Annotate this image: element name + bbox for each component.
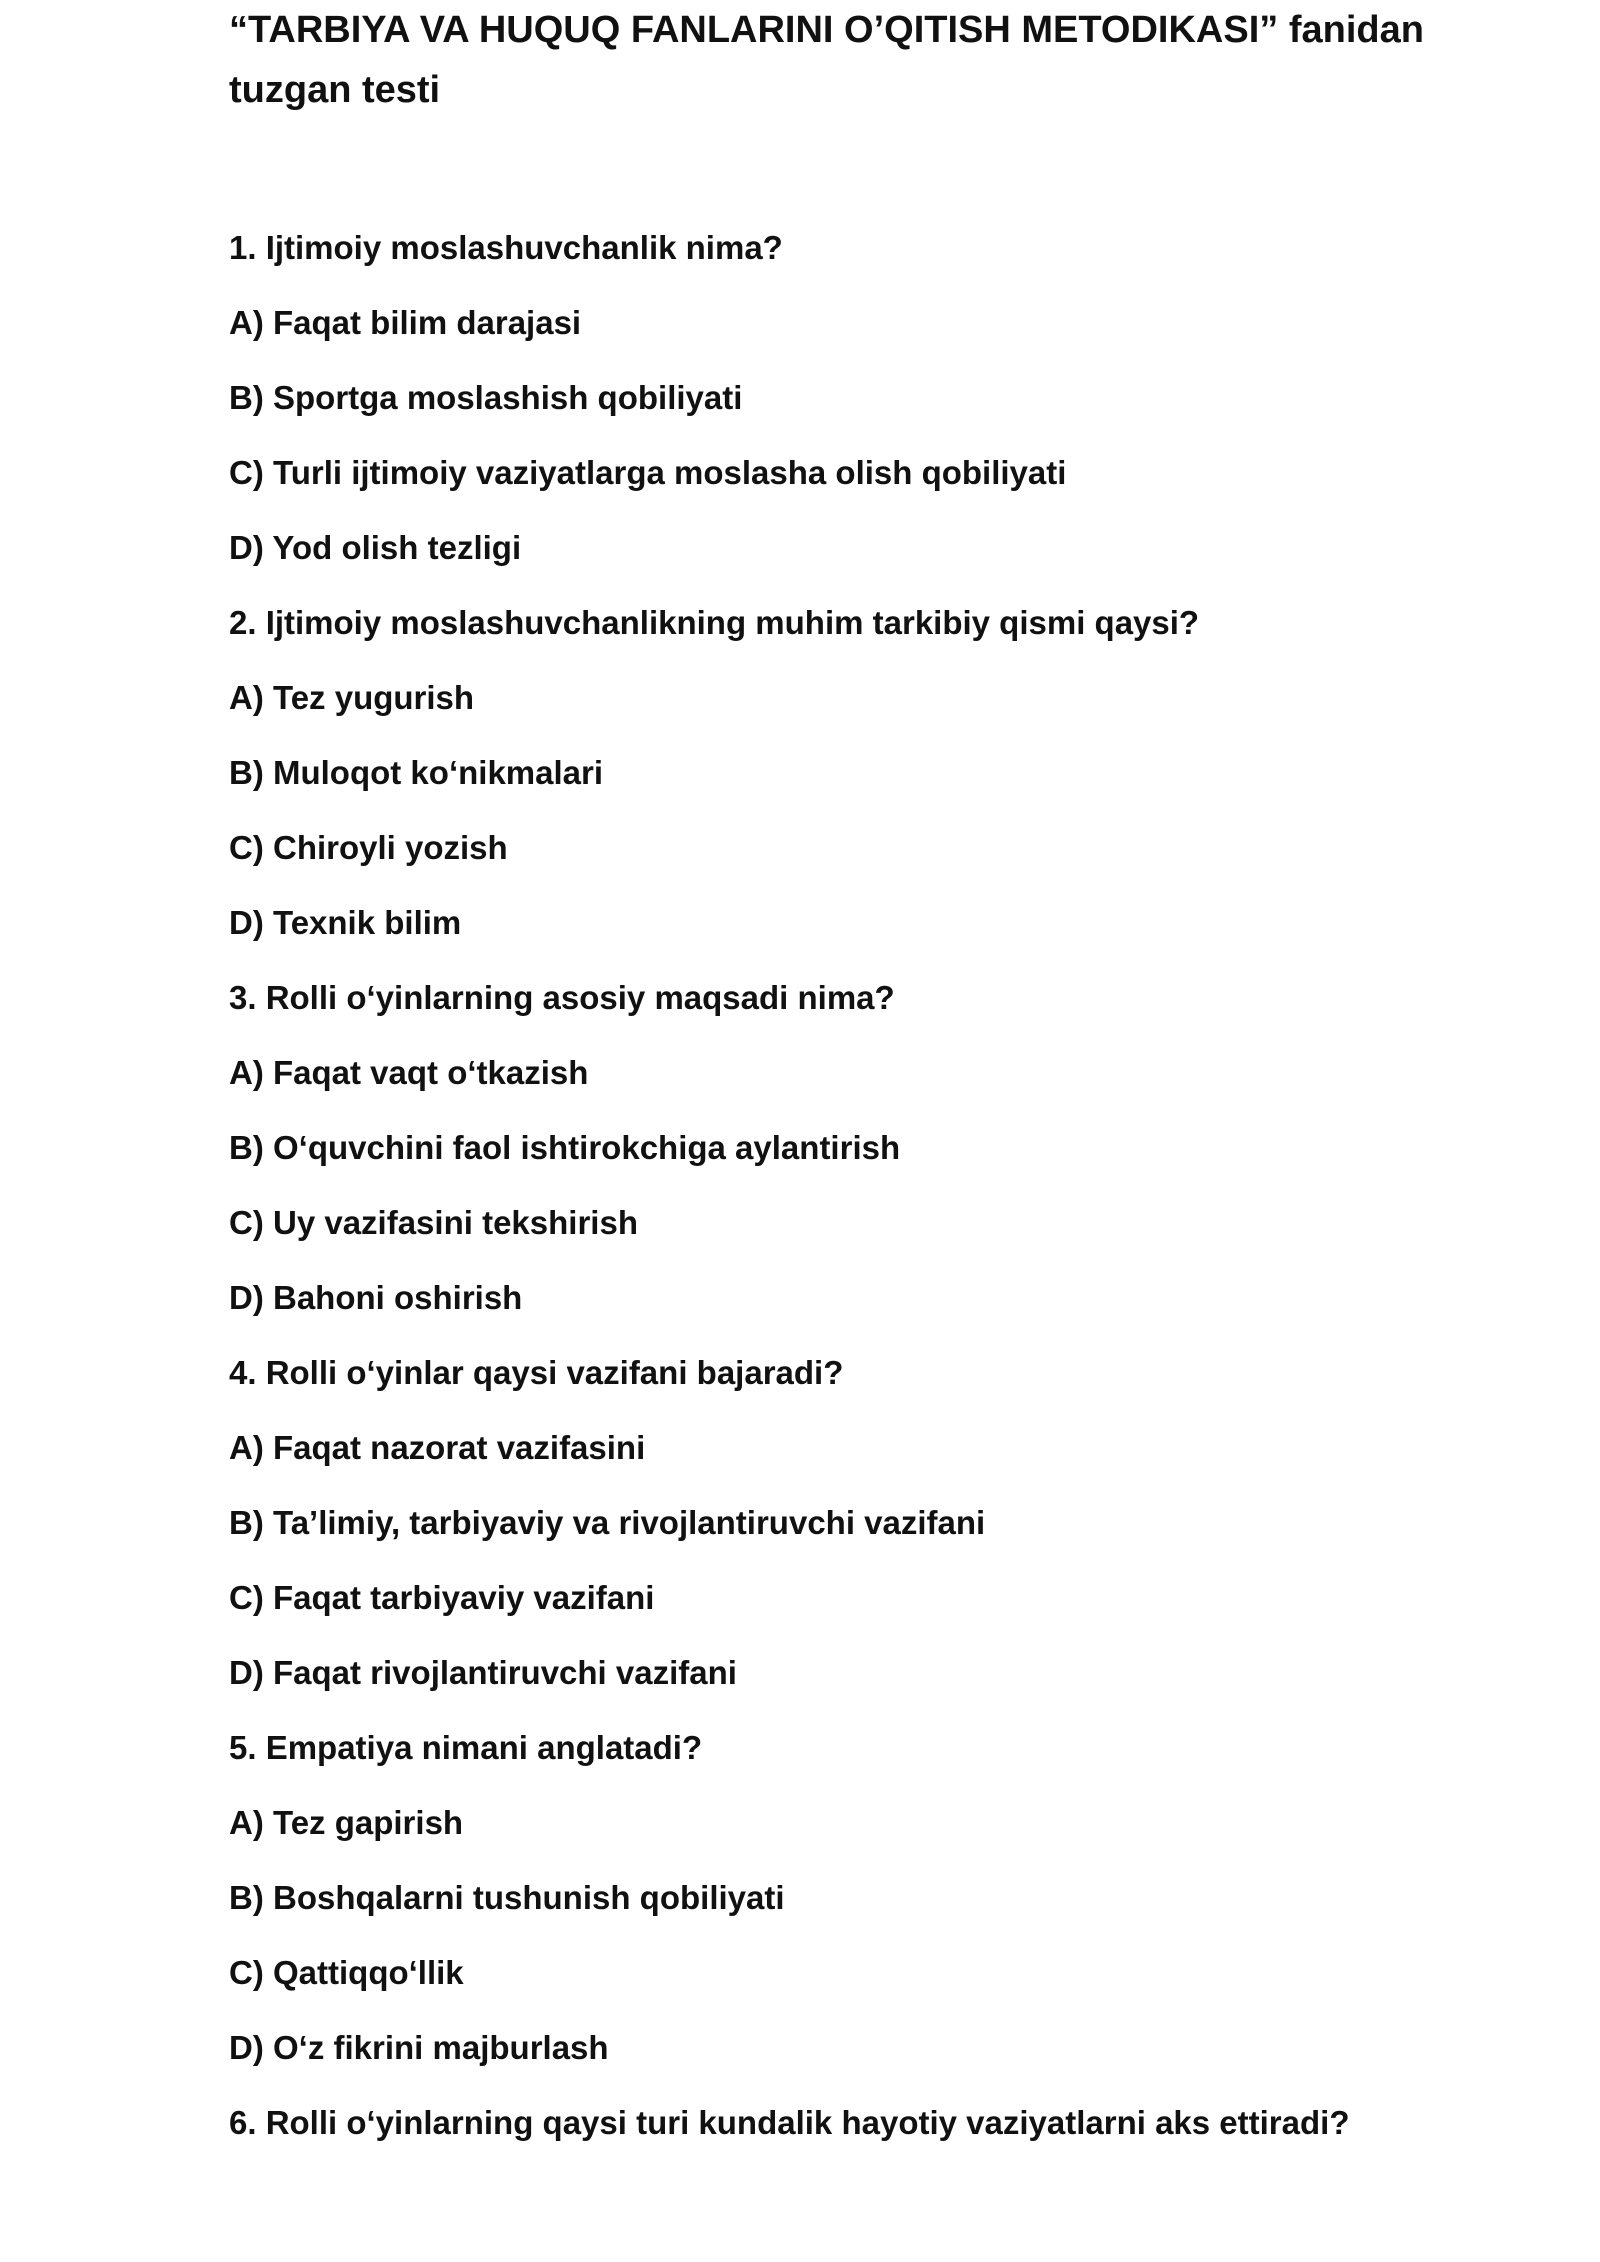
option-b: B) Ta’limiy, tarbiyaviy va rivojlantiruvchi vazifani (229, 1504, 986, 1541)
option-d: D) Texnik bilim (229, 904, 462, 941)
option-c: C) Chiroyli yozish (229, 829, 508, 866)
option-d: D) Yod olish tezligi (229, 529, 522, 566)
option-b: B) Sportga moslashish qobiliyati (229, 379, 743, 416)
option-d: D) O‘z fikrini majburlash (229, 2029, 609, 2066)
question-text: 3. Rolli o‘yinlarning asosiy maqsadi nima? (229, 979, 895, 1016)
option-b: B) Muloqot ko‘nikmalari (229, 754, 604, 791)
question-5 (229, 1710, 1469, 2085)
question-2 (229, 585, 1469, 960)
option-d: D) Bahoni oshirish (229, 1279, 523, 1316)
question-3 (229, 960, 1469, 1335)
question-text: 2. Ijtimoiy moslashuvchanlikning muhim tarkibiy qismi qaysi? (229, 604, 1200, 641)
option-c: C) Faqat tarbiyaviy vazifani (229, 1579, 655, 1616)
question-text: 5. Empatiya nimani anglatadi? (229, 1729, 703, 1766)
option-c: C) Uy vazifasini tekshirish (229, 1204, 638, 1241)
option-b: B) Boshqalarni tushunish qobiliyati (229, 1879, 785, 1916)
option-a: A) Faqat vaqt o‘tkazish (229, 1054, 589, 1091)
option-d: D) Faqat rivojlantiruvchi vazifani (229, 1654, 737, 1691)
questions-list (229, 210, 1469, 2160)
option-a: A) Faqat bilim darajasi (229, 304, 582, 341)
document-content (229, 0, 1469, 2160)
question-4 (229, 1335, 1469, 1710)
question-1 (229, 210, 1469, 585)
option-b: B) O‘quvchini faol ishtirokchiga aylantirish (229, 1129, 901, 1166)
question-text: 6. Rolli o‘yinlarning qaysi turi kundalik hayotiy vaziyatlarni aks ettiradi? (229, 2104, 1350, 2141)
question-text: 4. Rolli o‘yinlar qaysi vazifani bajaradi? (229, 1354, 844, 1391)
option-c: C) Qattiqqo‘llik (229, 1954, 464, 1991)
question-text: 1. Ijtimoiy moslashuvchanlik nima? (229, 229, 783, 266)
title-line-1: “TARBIYA VA HUQUQ FANLARINI O’QITISH METODIKASI” fanidan (229, 9, 1424, 51)
option-a: A) Tez gapirish (229, 1804, 464, 1841)
title-line-2: tuzgan testi (229, 69, 441, 111)
option-a: A) Tez yugurish (229, 679, 475, 716)
question-6 (229, 2085, 1469, 2160)
document-title (229, 0, 1469, 120)
option-a: A) Faqat nazorat vazifasini (229, 1429, 646, 1466)
option-c: C) Turli ijtimoiy vaziyatlarga moslasha olish qobiliyati (229, 454, 1067, 491)
